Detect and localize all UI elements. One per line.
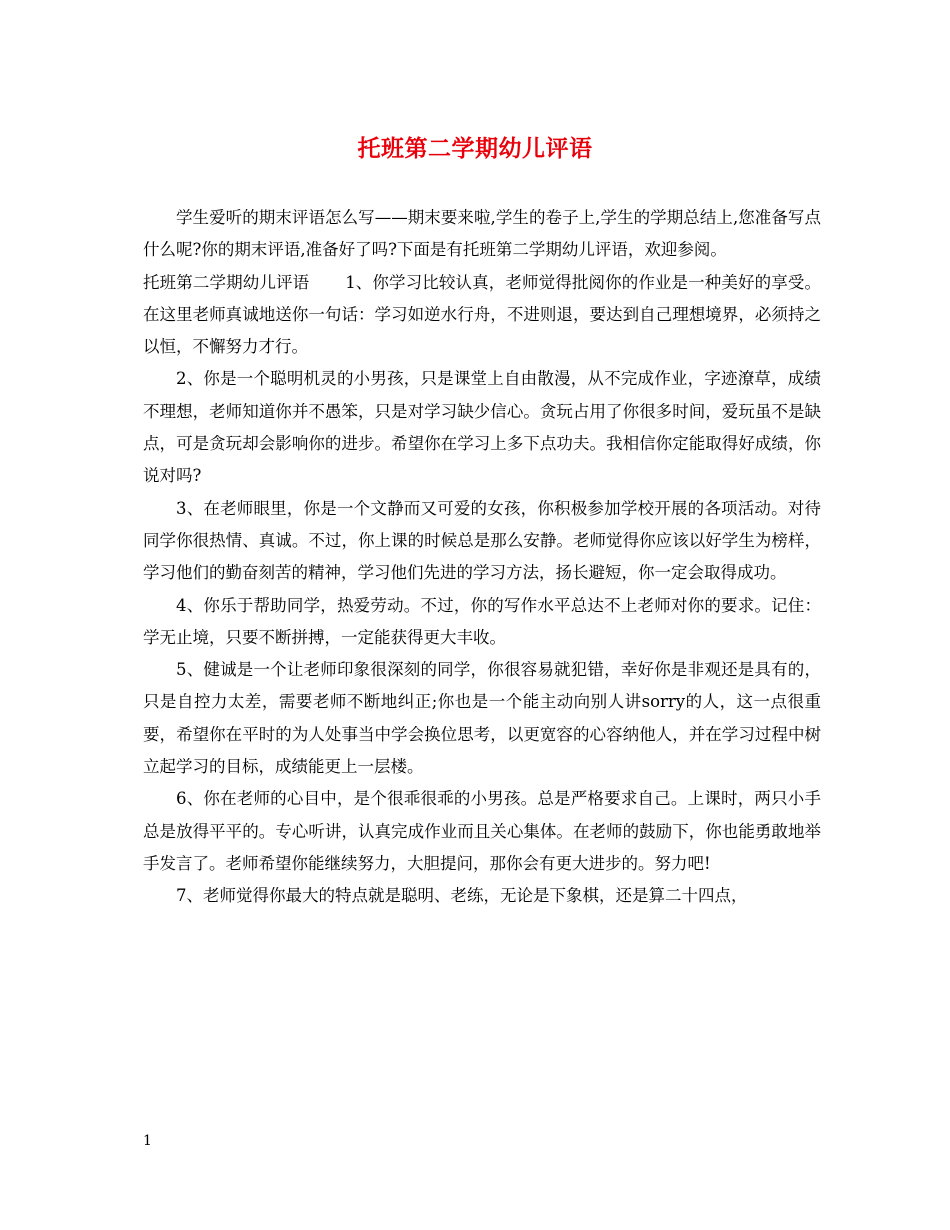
document-title: 托班第二学期幼儿评语 [357,135,593,162]
page-number: 1 [143,1133,152,1149]
section-heading: 托班第二学期幼儿评语 [143,272,310,292]
comment-paragraph-3: 3、在老师眼里，你是一个文静而又可爱的女孩，你积极参加学校开展的各项活动。对待同学你很热情、真诚。不过，你上课的时候总是那么安静。老师觉得你应该以好学生为榜样，学习他们的勤奋刻苦的精神，学习他们先进的学习方法，扬长避短，你一定会取得成功。 [143,498,821,583]
intro-paragraph: 学生爱听的期末评语怎么写——期末要来啦,学生的卷子上,学生的学期总结上,您准备写点什么呢?你的期末评语,准备好了吗?下面是有托班第二学期幼儿评语，欢迎参阅。 [143,208,821,260]
comment-paragraph-1 [143,267,821,364]
comment-paragraph-2: 2、你是一个聪明机灵的小男孩，只是课堂上自由散漫，从不完成作业，字迹潦草，成绩不理想，老师知道你并不愚笨，只是对学习缺少信心。贪玩占用了你很多时间，爱玩虽不是缺点，可是贪玩却会影响你的进步。希望你在学习上多下点功夫。我相信你定能取得好成绩，你说对吗? [143,369,821,486]
document-body [143,202,821,913]
comment-paragraph-7: 7、老师觉得你最大的特点就是聪明、老练，无论是下象棋，还是算二十四点， [176,886,748,906]
comment-paragraph-5: 5、健诚是一个让老师印象很深刻的同学，你很容易就犯错，幸好你是非观还是具有的，只是自控力太差，需要老师不断地纠正;你也是一个能主动向别人讲sorry的人，这一点很重要，希望你在平时的为人处事当中学会换位思考，以更宽容的心容纳他人，并在学习过程中树立起学习的目标，成绩能更上一层楼。 [143,660,821,777]
comment-paragraph-4: 4、你乐于帮助同学，热爱劳动。不过，你的写作水平总达不上老师对你的要求。记住：学无止境，只要不断拼搏，一定能获得更大丰收。 [143,595,821,647]
comment-text-1: 1、你学习比较认真，老师觉得批阅你的作业是一种美好的享受。在这里老师真诚地送你一句话：学习如逆水行舟，不进则退，要达到自己理想境界，必须持之以恒，不懈努力才行。 [143,272,822,357]
comment-paragraph-6: 6、你在老师的心目中，是个很乖很乖的小男孩。总是严格要求自己。上课时，两只小手总是放得平平的。专心听讲，认真完成作业而且关心集体。在老师的鼓励下，你也能勇敢地举手发言了。老师希望你能继续努力，大胆提问，那你会有更大进步的。努力吧! [143,789,821,873]
